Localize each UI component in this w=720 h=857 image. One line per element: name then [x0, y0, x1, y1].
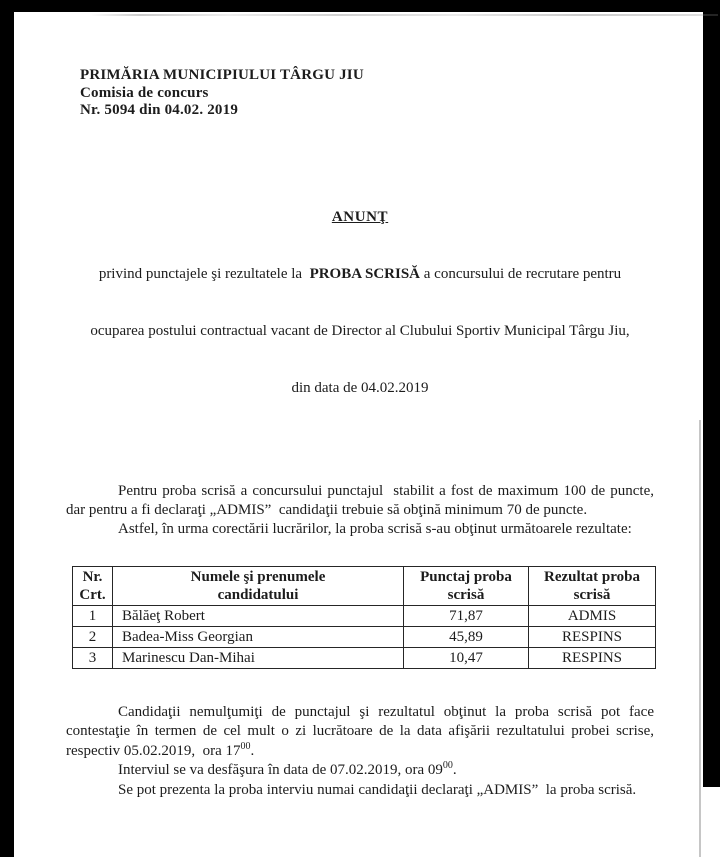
scan-edge-right-line — [699, 420, 701, 857]
closing-block — [66, 703, 658, 801]
col-header-line: Crt. — [79, 586, 106, 603]
cell-score: 45,89 — [404, 626, 529, 647]
cell-nr: 2 — [73, 626, 113, 647]
contestation-text: Candidaţii nemulţumiţi de punctajul şi rezultatul obţinut la proba scrisă pot face contestaţie în termen de cel mult o zi lucrătoare de la data afişării rezultatului probei scrise, respectiv 05.02.2019, ora 17 — [66, 703, 658, 759]
scan-edge-right — [703, 0, 720, 787]
cell-score: 71,87 — [404, 605, 529, 626]
title-subtitle-line3: din data de 04.02.2019 — [291, 379, 429, 396]
col-header-score — [404, 566, 529, 605]
intro-paragraph: Pentru proba scrisă a concursului punctajul stabilit a fost de maximum 100 de puncte, dar pentru a fi declaraţi „ADMIS” candidaţii trebuie să obţină minimum 70 de puncte. — [66, 482, 658, 518]
table-row — [73, 647, 656, 668]
cell-result: RESPINS — [529, 647, 656, 668]
title-subtitle-line2: ocuparea postului contractual vacant de Director al Clubului Sportiv Municipal Târgu Jiu, — [90, 322, 630, 339]
scan-edge-left — [0, 0, 14, 857]
contest-hour-superscript: 00 — [240, 740, 251, 752]
cell-score: 10,47 — [404, 647, 529, 668]
col-header-line: scrisă — [447, 586, 485, 603]
col-header-result — [529, 566, 656, 605]
col-header-line: Nr. — [82, 568, 103, 585]
results-table — [72, 566, 656, 669]
cell-name: Badea-Miss Georgian — [113, 626, 404, 647]
committee-name: Comisia de concurs — [80, 84, 209, 101]
subtitle-line1-bold: PROBA SCRISĂ — [309, 265, 421, 282]
subtitle-line1-after: a concursului de recrutare pentru — [420, 265, 622, 282]
org-header — [80, 0, 654, 120]
cell-name: Bălăeţ Robert — [113, 605, 404, 626]
cell-result: ADMIS — [529, 605, 656, 626]
subtitle-line1-before: privind punctajele şi rezultatele la — [98, 265, 310, 282]
admitted-note: Se pot prezenta la proba interviu numai candidaţii declaraţi „ADMIS” la proba scrisă. — [118, 781, 637, 798]
cell-nr: 1 — [73, 605, 113, 626]
institution-name: PRIMĂRIA MUNICIPIULUI TÂRGU JIU — [80, 67, 364, 83]
col-header-line: Numele şi prenumele — [190, 568, 326, 585]
registration-number: Nr. 5094 din 04.02. 2019 — [80, 102, 239, 118]
col-header-line: Punctaj proba — [420, 568, 512, 585]
cell-nr: 3 — [73, 647, 113, 668]
table-row — [73, 605, 656, 626]
contestation-period: . — [250, 742, 255, 759]
table-row — [73, 626, 656, 647]
title-block — [66, 170, 654, 436]
col-header-line: scrisă — [573, 586, 611, 603]
results-note: Astfel, în urma corectării lucrărilor, la proba scrisă s-au obţinut următoarele rezultate: — [118, 520, 632, 537]
table-header-row — [73, 566, 656, 605]
interview-period: . — [452, 762, 457, 778]
col-header-name — [113, 566, 404, 605]
title-subtitle-line1 — [66, 265, 654, 284]
contestation-paragraph — [66, 703, 658, 762]
document-content — [66, 0, 658, 800]
interview-paragraph — [66, 761, 654, 781]
cell-name: Marinescu Dan-Mihai — [113, 647, 404, 668]
interview-text: Interviul se va desfăşura în data de 07.02.2019, ora 09 — [118, 762, 443, 778]
cell-result: RESPINS — [529, 626, 656, 647]
interview-hour-superscript: 00 — [442, 760, 453, 771]
col-header-nr — [73, 566, 113, 605]
col-header-line: Rezultat proba — [544, 568, 640, 585]
document-title: ANUNŢ — [331, 208, 389, 225]
col-header-line: candidatului — [217, 586, 299, 603]
